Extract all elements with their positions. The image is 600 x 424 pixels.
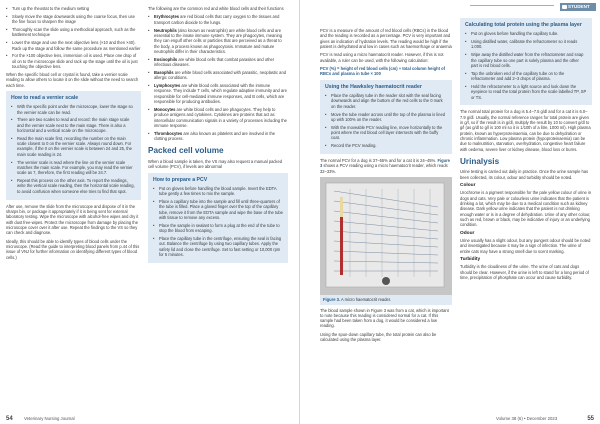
body-paragraph: The normal total protein for a dog is 5.4–7.5 g/dl and for a cat it is 6.0–7.9 g/dl. Usually, the normal reference ranges for total protein are given in g/l, so if the result is in g/dl, multiply the result by 10 to convert g/dl to g/l (as g/dl to g/l is 100 ml so it is 1/10th of a litre, 1000 ml). High plasma protein, known as hyperproteinaemia, can be due to dehydration or chronic inflammation. Low plasma protein (hypoproteinaemia) can be due to malnutrition, starvation, overhydration, congestive heart failure with oedema, severe liver or kidney disease, blood loss or burns.	[460, 109, 591, 152]
list-item: • Record the PCV reading.	[325, 143, 447, 148]
vernier-box	[6, 91, 141, 200]
list-item: • With the moveable PCV reading line, move horizontally to the point where the red blood cell layer intersects with the buffy coat.	[325, 125, 447, 141]
list-item: • With the specific point under the microscope, lower the stage so the vernier scale can be read.	[11, 104, 136, 115]
cell-name: Thrombocytes	[154, 130, 183, 136]
total-protein-box	[460, 18, 592, 105]
list-item	[148, 107, 288, 128]
list-item: • Place a capillary tube into the sample and fill until three-quarters of the tube is filled. Place a gloved finger over the top of the capillary tube, remove it from the EDTA sample and wipe the base of the tube with tissue to remove any excess.	[153, 199, 283, 220]
list-item	[148, 131, 288, 142]
list-item: • Place the capillary tube in the centrifuge, ensuring the seal is facing out. Balance the centrifuge by using two capillary tubes. Apply the safety lid and close the centrifuge. Set to fast setting or 10,000 rpm for 5 minutes.	[153, 236, 283, 257]
hawksley-heading: Using the Hawksley haematocrit reader	[325, 83, 422, 90]
turbidity-heading: Turbidity	[460, 257, 481, 263]
cell-name: Monocytes	[154, 106, 176, 112]
section-heading-urinalysis: Urinalysis	[460, 156, 500, 166]
issue-info: Volume 38 (6) • December 2023	[496, 416, 558, 421]
list-item: • Place the capillary tube in the reader slot with the seal facing downwards and align the bottom of the red cells to the 0 mark on the reader.	[325, 93, 447, 109]
body-paragraph: Urochrome is a pigment responsible for the pale yellow colour of urine in dogs and cats. Very pale or colourless urine indicates that the patient is drinking a lot, which may be due to a medical condition such as kidney disease. Dark yellow urine indicates that the patient is not drinking enough water or is in a degree of dehydration. Urine of any other colour, such as red, brown or black, may be indicative of injury or an underlying condition.	[460, 190, 592, 228]
body-paragraph: Urine testing is carried out daily in practice. Once the urine sample has been collected, its colour, odour and turbidity should be noted.	[460, 169, 589, 180]
list-item: • Move the tube reader across until the top of the plasma is lined up with 100% on the reader.	[325, 112, 447, 123]
tab-label: STUDENT	[568, 4, 590, 9]
cell-name: Erythrocytes	[154, 14, 180, 20]
body-paragraph: PCV is a measure of the amount of red blood cells (RBCs) in the blood and the reading is recorded as a percentage. PCV is very important and gives an indication of hydration levels. The reading would be high if the patient is dehydrated and low in cases such as haemorrhage or anaemia	[320, 28, 452, 49]
body-paragraph: Urine usually has a slight odour, but any pungent odour should be noted and investigated because it may be a sign of infection. The urine of entire cats may have a strong smell due to scent marking.	[460, 237, 591, 254]
student-tab	[560, 3, 596, 11]
cell-desc: are also known as platelets and are involved in the clotting process.	[154, 130, 276, 141]
odour-heading: Odour	[460, 230, 475, 236]
list-item: • Place the sample in sealant to form a plug at the end of the tube to stop the blood from escaping.	[153, 223, 283, 234]
pcv-bullet-list	[153, 186, 283, 257]
total-protein-heading: Calculating total protein using the plasma layer	[465, 22, 582, 28]
body-paragraph: The following are the common red and white blood cells and their functions	[148, 6, 284, 11]
vernier-bullet-list	[11, 104, 136, 194]
total-protein-bullet-list	[465, 31, 587, 100]
body-paragraph: Turbidity is the cloudiness of the urine. The urine of cats and dogs should be clear. However, if the urine is left to stand for a long period of time, precipitation of phosphate can occur and cause turbidity.	[460, 264, 589, 280]
figure-ref-text: shows a PCV reading using a micro haematocrit reader, which reads 32–33%.	[320, 163, 448, 174]
list-item	[148, 57, 288, 68]
caption-text: A micro haematocrit reader.	[340, 297, 392, 303]
caption-label: Figure 3.	[323, 297, 341, 303]
left-column-2	[148, 6, 288, 267]
figure-caption	[320, 295, 452, 304]
list-item: • There are two scales to read and record: the main stage scale and the vernier scale next to the main stage. There is also a horizontal and a vertical scale on the microscope.	[11, 117, 136, 133]
list-item: • Slowly move the stage downwards using the coarse focus, then use the fine focus to sharpen the image	[6, 14, 141, 25]
intro-bullet-list	[6, 6, 141, 69]
list-item: • The vernier scale is read where the line on the vernier scale matches the main scale. For example, you may read the vernier scale as 7, therefore, the first reading will be 24.7.	[11, 160, 136, 176]
list-item: • Thoroughly scan the slide using a methodical approach, such as the battlement technique	[6, 27, 141, 38]
list-item: • Turn up the rheostat to the medium setting	[6, 6, 141, 11]
figure-haematocrit-reader	[320, 177, 452, 295]
normal-pcv-text: The normal PCV for a dog is 37–55% and for a cat it is 24–45%	[320, 158, 436, 164]
cell-desc: are white blood cells associated with parasitic, neoplastic and allergic conditions.	[154, 69, 286, 81]
body-paragraph: The normal PCV for a dog is 37–55% and for a cat it is 24–45%. Figure 3 shows a PCV reading using a micro haematocrit reader, which reads 32–33%.	[320, 158, 450, 174]
cell-name: Lymphocytes	[154, 83, 181, 89]
cell-name: Basophils	[154, 69, 174, 75]
page-number-left: 54	[6, 416, 13, 422]
header-rule	[470, 5, 554, 6]
pcv-formula: PCV (%) = height of red blood cells (cm) ÷ total column height of RBCs and plasma in tube × 100	[320, 66, 445, 77]
vernier-heading: How to read a vernier scale	[11, 95, 79, 102]
body-paragraph: The blood sample shown in Figure 3 was from a cat, which is important to note because this reading is considered normal for a cat. If this sample had been taken from a dog, it would be considered a low reading.	[320, 307, 449, 329]
list-item: • Repeat this process on the other axis. To report the readings, write the vertical scale reading, then the horizontal scale reading, to avoid confusion when someone else tries to find that spot.	[11, 178, 136, 194]
body-paragraph: When a blood sample is taken, the VS may also request a manual packed cell volume (PCV), if levels are abnormal	[148, 158, 283, 170]
cell-desc: are red blood cells that carry oxygen to the tissues and transport carbon dioxide to the lungs.	[154, 14, 280, 25]
cell-desc: are white blood cells and are phagocytes. They help to produce antigens and cytokines. Cytokines are proteins that act as intercellular communication signals in a variety of processes including the immune response.	[154, 106, 287, 128]
list-item: • Wipe away the distilled water from the refractometer and snap the capillary tube so one part is solely plasma and the other part is red blood cells.	[465, 52, 587, 68]
cell-type-list	[148, 14, 288, 141]
hawksley-bullet-list	[325, 93, 447, 148]
haematocrit-reader-image	[320, 177, 452, 295]
body-paragraph: When the specific blood cell or crystal is found, take a vernier scale reading to allow others to locate it on the slide without the need to search each time.	[6, 71, 139, 88]
cell-desc: are white blood cells associated with the immune response. They include T cells, which regulate adaptive immunity and are responsible for cell-mediated immune responses, and B cells, which are responsible for producing antibodies.	[154, 83, 287, 105]
cell-desc: (also known as neutrophils) are white blood cells and are essential to the innate immune system. They are phagocytes, meaning they can engulf other cells or particles that are perceived as a threat to the body, a process known as phagocytosis. Immature and mature neutrophils differ in their characteristics.	[154, 27, 283, 54]
body-paragraph: After use, remove the slide from the microscope and dispose of it in the sharps bin, or package it appropriately if it is being sent for external laboratory testing. Wipe the microscope with alcohol-free wipes and dry it with dust free-wipes. Protect the microscope from damage by placing the microscope cover over it after use. Repeat the findings to the VS so they can check and diagnose.	[6, 203, 139, 236]
cell-name: Neutrophils	[154, 27, 177, 33]
right-column-2	[460, 16, 592, 283]
right-page	[300, 0, 600, 424]
list-item: • Put on gloves before handling the blood sample. Invert the EDTA tube gently a few times to mix the sample.	[153, 186, 283, 197]
list-item: • Put on gloves before handling the capillary tube.	[465, 31, 587, 36]
list-item: • Lower the stage and use the next objective lens (×10 and then ×40). Rack up the stage and follow the same procedure as mentioned earlier	[6, 40, 141, 51]
page-number-right: 55	[587, 416, 594, 422]
left-column-1	[6, 6, 141, 263]
body-paragraph: Using the spun-down capillary tube, the total protein can also be calculated using the plasma layer.	[320, 331, 437, 343]
hawksley-box	[320, 80, 452, 154]
list-item: • Using distilled water, calibrate the refractometer so it reads 1.000.	[465, 39, 587, 50]
cell-name: Eosinophils	[154, 56, 178, 62]
journal-name: Veterinary Nursing Journal	[24, 416, 75, 421]
figure-ref: Figure 3	[320, 158, 450, 169]
body-paragraph: PCV is read using a micro haematocrit reader. However, if this is not available, a ruler can be used, with the following calculation:	[320, 52, 444, 63]
list-item	[148, 70, 288, 81]
list-item	[148, 14, 288, 25]
list-item	[148, 83, 288, 104]
list-item	[148, 28, 288, 54]
colour-heading: Colour	[460, 183, 476, 189]
right-column-1	[320, 28, 452, 346]
cell-desc: are white blood cells that combat parasites and other infectious diseases.	[154, 56, 275, 68]
list-item: • Tap the unbroken end of the capillary tube on to the refractometer and add 2–3 drops of plasma.	[465, 71, 587, 82]
section-heading-pcv: Packed cell volume	[148, 146, 224, 156]
pcv-box-heading: How to prepare a PCV	[153, 176, 208, 183]
body-paragraph: Ideally, this should be able to identify types of blood cells under the microscope. (Read the guide to interpreting blood panels from p.44 of this issue of VNJ for further information on identifying different types of blood cells.)	[6, 238, 140, 260]
list-item: • Read the main scale first, recording the number on the main scale closest to 0 on the vernier scale. Always round down. For example, if the 0 on the vernier scale is between 24 and 25, the main scale reading is 24.	[11, 136, 136, 157]
pcv-box	[148, 173, 288, 263]
student-icon	[562, 5, 567, 10]
list-item: • For the ×100 objective lens, immersion oil is used. Place one drop of oil on to the microscope slide and rack up the stage until the oil is just touching the objective lens.	[6, 53, 141, 69]
list-item: • Hold the refractometer to a light source and look down the eyepiece to read the total protein from the scale labelled TP, SP or TS.	[465, 84, 587, 100]
